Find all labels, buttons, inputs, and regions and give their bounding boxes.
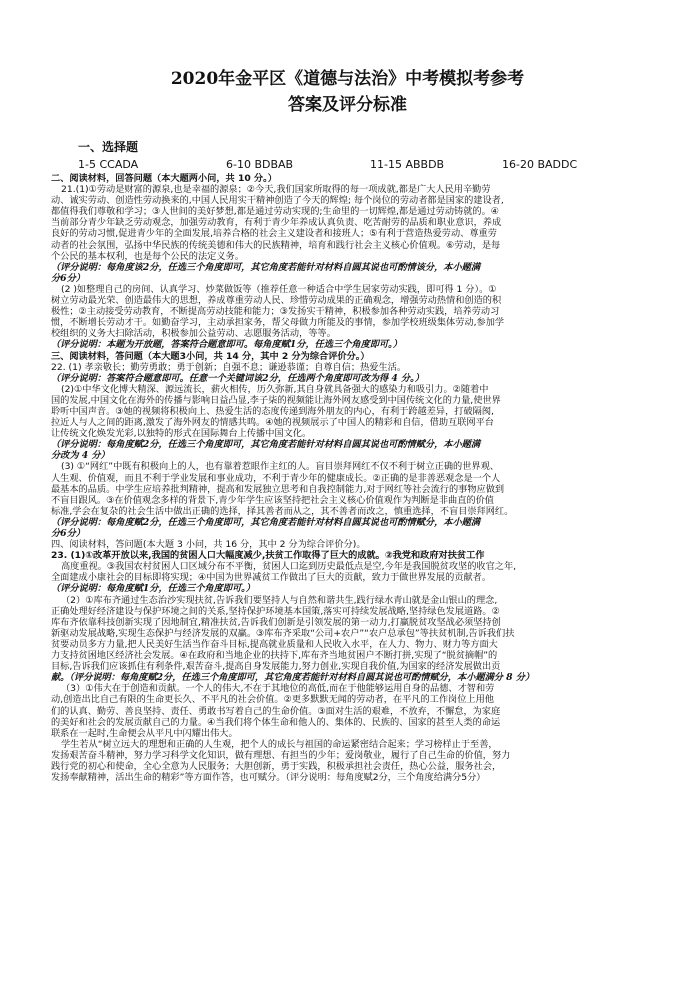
answer-text-line: 力支持贫困地区经济社会发展。④在政府和当地企业的扶持下,库布齐当地贫困户不断打拼,实现了“脱贫摘帽”的 xyxy=(51,650,498,662)
scoring-note-line: 分改为 4 分） xyxy=(51,450,110,462)
answer-text-line: 贫要动员多方力量,把人民美好生活当作奋斗目标,提高就业质量和人民收入水平，在人力、物力、财力等方面大 xyxy=(51,638,498,650)
page-subtitle: 答案及评分标准 xyxy=(288,95,407,115)
scoring-note-line: 献。（评分说明：每角度赋2分，任选三个角度即可，其它角度若能针对材料自圆其说也可酌情赋分，本小题满分 8 分） xyxy=(51,672,535,684)
answer-text-line: 国的发展,中国文化在海外的传播与影响日益凸显,李子柒的视频能让海外网友感受到中国传统文化的力量,使世界 xyxy=(51,394,501,406)
answer-text-line: 不盲目跟风。③在价值观念多样的背景下,青少年学生应该坚持把社会主义核心价值观作为判断是非曲直的价值 xyxy=(51,494,494,506)
answer-text-line: 聆听中国声音。③她的视频将积极向上、热爱生活的态度传递到海外朋友的内心，有利于跨越差异，打破隔阂, xyxy=(51,405,494,417)
answer-text-line: 的美好和社会的发展贡献自己的力量。④当我们将个体生命和他人的、集体的、民族的、国家的甚至人类的命运 xyxy=(51,716,501,728)
section-1-heading: 一、选择题 xyxy=(78,140,139,154)
answer-text-line: （2）①库布齐通过生态治沙实现扶贫,告诉我们要坚持人与自然和谐共生,践行绿水青山就是金山银山的理念, xyxy=(61,594,498,606)
scoring-note-line: （评分说明：每角度赋1分，任选三个角度即可。） xyxy=(51,583,255,595)
answer-text-line: 拉近人与人之间的距离,激发了海外网友的情感共鸣。④她的视频展示了中国人的精彩和自信，借助互联网平台 xyxy=(51,417,494,429)
answer-text-line: 动、诚实劳动、创造性劳动换来的,中国人民用实干精神创造了今天的辉煌; 每个岗位的劳动者都是国家的建设者, xyxy=(51,195,504,207)
scoring-note-line: （评分说明：每角度赋2分，任选三个角度即可，其它角度若能针对材料自圆其说也可酌情赋分，本小题满 xyxy=(51,439,481,451)
answer-text-line: 发扬奉献精神，活出生命的精彩”等方面作答，也可赋分。（评分说明：每角度赋2分，三个角度给满分5分） xyxy=(51,772,486,784)
answer-body xyxy=(51,173,643,783)
section-heading: 二、阅读材料，回答问题（本大题两小问，共 10 分。） xyxy=(51,173,277,184)
answer-text-line: (3) ①“网红”中既有积极向上的人，也有靠着惹眼作主红的人。盲目崇拜网红不仅不利于树立正确的世界观、 xyxy=(61,461,499,473)
answer-text-line: 校组织的义务大扫除活动，积极参加公益劳动、志愿服务活动，等等。 xyxy=(51,328,336,340)
section-heading: 23. (1)①改革开放以来,我国的贫困人口大幅度减少,扶贫工作取得了巨大的成就。②我党和政府对扶贫工作 xyxy=(51,550,485,562)
answer-text-line: 们的认真、勤劳、善良坚持、责任、勇敢书写着自己的生命价值。③面对生活的艰难，不放弃，不懈怠，为家庭 xyxy=(51,705,501,717)
answer-text-line: 发扬艰苦奋斗精神，努力学习科学文化知识，做有理想、有担当的少年；爱岗敬业，履行了自己生命的价值，努力 xyxy=(51,749,511,761)
answer-text-line: 高度重视。③我国农村贫困人口区域分布不平衡，贫困人口迄到历史最低点是空,今年是我国脱贫攻坚的收官之年, xyxy=(61,561,517,573)
answer-text-line: 践行党的初心和使命，全心全意为人民服务；大胆创新，勇于实践，积极承担社会责任，热心公益，服务社会， xyxy=(51,760,502,772)
answer-text-line: 惯，不断增长劳动才干。如勤奋学习，主动承担家务，帮父母做力所能及的事情，参加学校班级集体劳动,参加学 xyxy=(51,317,505,329)
answer-text-line: 21.(1)①劳动是财富的源泉,也是幸福的源泉；②今天,我们国家所取得的每一项成就,都是广大人民用辛勤劳 xyxy=(61,184,491,196)
answer-text-line: (2)①中华文化博大精深、源远流长，薪火相传，历久弥新,其自身就具备强大的感染力和吸引力。②随着中 xyxy=(61,383,489,395)
scoring-note-line: 分6分） xyxy=(51,528,85,539)
section-heading: 三、阅读材料，答问题（本大题3小问，共 14 分，其中 2 分为综合评价分。） xyxy=(51,350,370,362)
answers-16-20: 16-20 BADDC xyxy=(502,158,578,171)
answer-text-line: 联系在一起时,生命便会从平凡中闪耀出伟大。 xyxy=(51,727,238,739)
answers-6-10: 6-10 BDBAB xyxy=(226,158,294,171)
answer-text-line: 极性；②主动接受劳动教育，不断提高劳动技能和能力；③发扬实干精神，积极参加各种劳动实践，培养劳动习 xyxy=(51,306,500,318)
answer-text-line: 当前部分青少年缺乏劳动观念，加强劳动教育，有利于青少年养成认真负责、吃苦耐劳的品质和职业意识，养成 xyxy=(51,217,502,229)
answer-text-line: 让传统文化焕发光彩,以独特的形式在国际舞台上传播中国文化。 xyxy=(51,428,312,440)
answer-text-line: 正确处理好经济建设与保护环境之间的关系,坚持保护环境基本国策,落实可持续发展战略,坚持绿色发展道路。② xyxy=(51,605,500,617)
scoring-note-line: （评分说明：每角度赋2分，任选三个角度即可，其它角度若能针对材料自圆其说也可酌情赋分，本小题满 xyxy=(51,516,481,528)
choice-answers-row xyxy=(78,158,638,172)
scoring-note-line: （评分说明：每角度该2分，任选三个角度即可，其它角度若能针对材料自圆其说也可酌情该分，本小题满 xyxy=(51,261,481,273)
answer-text-line: 都值得我们尊敬和学习；③人世间的美好梦想,都是通过劳动实现的;生命里的一切辉煌,都是通过劳动铸就的。④ xyxy=(51,206,500,218)
answer-text-line: (2 )如整理自己的房间、认真学习、炒菜做饭等（推荐任意一种适合中学生居家劳动实践，即可得 1 分）。① xyxy=(61,283,497,295)
scoring-note-line: 分6分） xyxy=(51,272,85,284)
answer-text-line: 树立劳动最光荣、创造最伟大的思想，养成尊重劳动人民、珍惜劳动成果的正确观念，增强劳动热情和创造的积 xyxy=(51,295,502,307)
answer-text-line: 动,创造出比自己有限的生命更长久、不平凡的社会价值。②更多默默无闻的劳动者，在平凡的工作岗位上用他 xyxy=(51,694,494,706)
answer-text-line: 学生若从“树立远大的理想和正确的人生观，把个人的成长与祖国的命运紧密结合起来；学习榜样止于至善， xyxy=(61,738,498,750)
answer-text-line: 动者的社会氛围，弘扬中华民族的传统美德和伟大的民族精神，培育和践行社会主义核心价值观。⑥劳动，是每 xyxy=(51,239,501,251)
answer-text-line: 良好的劳动习惯,促进青少年的全面发展,培养合格的社会主义建设者和接班人；⑤有利于营造热爱劳动、尊重劳 xyxy=(51,228,497,240)
answers-1-5: 1-5 CCADA xyxy=(78,158,139,171)
answer-text-line: 22. (1) 孝亲敬长；勤劳勇敢；勇于创新；自强不息；谦逊恭谨；自尊自信；热爱生活。 xyxy=(51,361,407,373)
answers-11-15: 11-15 ABBDB xyxy=(370,158,445,171)
answer-text-line: 目标,告诉我们应该抓住有利条件,艰苦奋斗,提高自身发展能力,努力创业,实现自我价值,为国家的经济发展做出贡 xyxy=(51,661,501,673)
answer-text-line: 个公民的基本权利，也是每个公民的法定义务。 xyxy=(51,250,244,262)
answer-text-line: 新驱动发展战略,实现生态保护与经济发展的双赢。③库布齐采取“公司+农户”“农户总承包”等扶贫机制,告诉我们扶 xyxy=(51,627,515,639)
answer-text-line: （3）①伟大在于创造和贡献。一个人的伟大,不在于其地位的高低,而在于他能够运用自身的品德、才智和劳 xyxy=(61,683,495,695)
page-title: 2020年金平区《道德与法治》中考模拟考参考 xyxy=(170,69,525,89)
scoring-note-line: （评分说明：答案符合题意即可。任意一个关键词该2分，任选两个角度即可改为得 4 分。） xyxy=(51,372,424,384)
answer-text-line: 四、阅读材料，答问题(本大题 3 小问，共 16 分，其中 2 分为综合评价分)。 xyxy=(51,539,366,551)
answer-text-line: 库布齐依靠科技创新实现了因地制宜,精准扶贫,告诉我们创新是引领发展的第一动力,打赢脱贫攻坚战必须坚持创 xyxy=(51,616,501,628)
answer-text-line: 最基本的品质。中学生应培养批判精神，提高和发展独立思考和自我控制能力,对于网红等社会流行的事物应做到 xyxy=(51,483,505,495)
answer-text-line: 全面建成小康社会的目标即将实现；④中国为世界减贫工作做出了巨大的贡献，致力于做世界发展的贡献者。 xyxy=(51,572,492,584)
answer-text-line: 人生观、价值观，而且不利于学业发展和事业成功，不利于青少年的健康成长。②正确的是非善恶观念是一个人 xyxy=(51,472,501,484)
answer-text-line: 标准,学会在复杂的社会生活中做出正确的选择，择其善者而从之，其不善者而改之，慎重选择，不盲目崇拜网红。 xyxy=(51,505,514,517)
scoring-note-line: （评分说明：本题为开放题，答案符合题意即可。每角度赋1分，任选三个角度即可。） xyxy=(51,339,402,351)
